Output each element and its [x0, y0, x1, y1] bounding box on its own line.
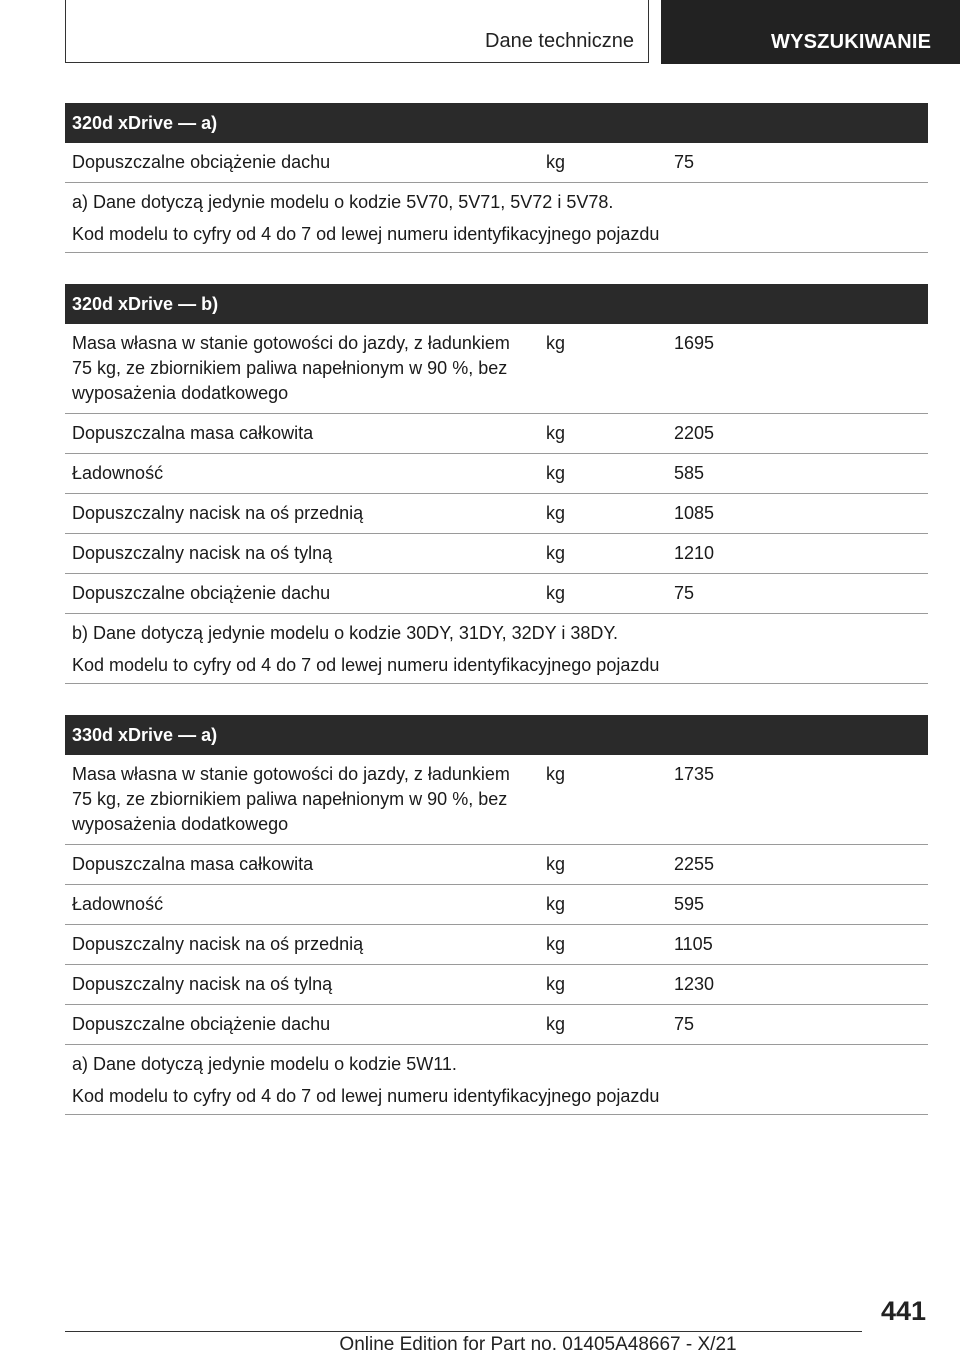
footnote: a) Dane dotyczą jedynie modelu o kodzie 5W11.	[72, 1054, 457, 1074]
table-row	[65, 845, 928, 885]
row-label: Dopuszczalny nacisk na oś tylną	[72, 543, 333, 563]
row-label: Dopuszczalny nacisk na oś przednią	[72, 934, 364, 954]
row-value: 2255	[674, 854, 715, 874]
row-label: Dopuszczalny nacisk na oś przednią	[72, 503, 364, 523]
row-value: 1735	[674, 764, 715, 784]
footer-divider	[65, 1331, 862, 1332]
table-note	[65, 1045, 928, 1115]
table-note	[65, 183, 928, 253]
table-title: 320d xDrive — a)	[65, 103, 928, 143]
row-unit: kg	[546, 974, 566, 994]
model-code-note: Kod modelu to cyfry od 4 do 7 od lewej numeru identyfikacyjnego pojazdu	[72, 1086, 660, 1106]
table-row	[65, 885, 928, 925]
row-value: 1085	[674, 503, 715, 523]
row-unit: kg	[546, 423, 566, 443]
row-value: 1105	[674, 934, 713, 954]
row-label: Dopuszczalny nacisk na oś tylną	[72, 974, 333, 994]
footnote: a) Dane dotyczą jedynie modelu o kodzie 5V70, 5V71, 5V72 i 5V78.	[72, 192, 614, 212]
header-section-box	[65, 0, 649, 63]
table-row	[65, 414, 928, 454]
row-unit: kg	[546, 503, 566, 523]
row-value: 1230	[674, 974, 715, 994]
footnote: b) Dane dotyczą jedynie modelu o kodzie 30DY, 31DY, 32DY i 38DY.	[72, 623, 619, 643]
row-value: 2205	[674, 423, 715, 443]
row-value: 75	[674, 152, 695, 172]
table-row	[65, 965, 928, 1005]
footer-edition-text: Online Edition for Part no. 01405A48667 - X/21	[339, 1334, 737, 1355]
row-unit: kg	[546, 463, 566, 483]
row-label: Dopuszczalna masa całkowita	[72, 854, 314, 874]
row-unit: kg	[546, 764, 566, 784]
row-value: 585	[674, 463, 705, 483]
row-unit: kg	[546, 1014, 566, 1034]
row-label: Dopuszczalna masa całkowita	[72, 423, 314, 443]
row-label: Dopuszczalne obciążenie dachu	[72, 1014, 331, 1034]
table-title: 320d xDrive — b)	[65, 284, 928, 324]
row-value: 75	[674, 583, 695, 603]
row-unit: kg	[546, 543, 566, 563]
row-value: 1695	[674, 333, 715, 353]
row-label: Masa własna w stanie gotowości do jazdy, z ładunkiem 75 kg, ze zbiornikiem paliwa napełnionym w 90 %, bez wyposażenia dodatkowego	[72, 333, 510, 403]
model-code-note: Kod modelu to cyfry od 4 do 7 od lewej numeru identyfikacyjnego pojazdu	[72, 655, 660, 675]
table-row	[65, 1005, 928, 1045]
table-row	[65, 574, 928, 614]
row-unit: kg	[546, 934, 566, 954]
table-row	[65, 324, 928, 414]
row-value: 595	[674, 894, 705, 914]
row-unit: kg	[546, 583, 566, 603]
row-unit: kg	[546, 333, 566, 353]
row-value: 1210	[674, 543, 715, 563]
header-section-title: Dane techniczne	[485, 30, 634, 52]
row-unit: kg	[546, 854, 566, 874]
row-label: Dopuszczalne obciążenie dachu	[72, 152, 331, 172]
content	[65, 103, 928, 1146]
row-unit: kg	[546, 152, 566, 172]
table-row	[65, 534, 928, 574]
model-code-note: Kod modelu to cyfry od 4 do 7 od lewej numeru identyfikacyjnego pojazdu	[72, 224, 660, 244]
table-row	[65, 755, 928, 845]
table-row	[65, 454, 928, 494]
row-label: Dopuszczalne obciążenie dachu	[72, 583, 331, 603]
row-value: 75	[674, 1014, 695, 1034]
row-label: Ładowność	[72, 894, 164, 914]
table-row	[65, 143, 928, 183]
search-button[interactable]: WYSZUKIWANIE	[661, 0, 960, 64]
footer-edition	[0, 1334, 960, 1356]
page-number: 441	[880, 1296, 926, 1326]
spec-table-320d-a	[65, 103, 928, 253]
table-title: 330d xDrive — a)	[65, 715, 928, 755]
row-label: Ładowność	[72, 463, 164, 483]
spec-table-330d-a	[65, 715, 928, 1115]
row-unit: kg	[546, 894, 566, 914]
spec-table-320d-b	[65, 284, 928, 684]
table-note	[65, 614, 928, 684]
table-row	[65, 494, 928, 534]
table-row	[65, 925, 928, 965]
row-label: Masa własna w stanie gotowości do jazdy, z ładunkiem 75 kg, ze zbiornikiem paliwa napełnionym w 90 %, bez wyposażenia dodatkowego	[72, 764, 510, 834]
